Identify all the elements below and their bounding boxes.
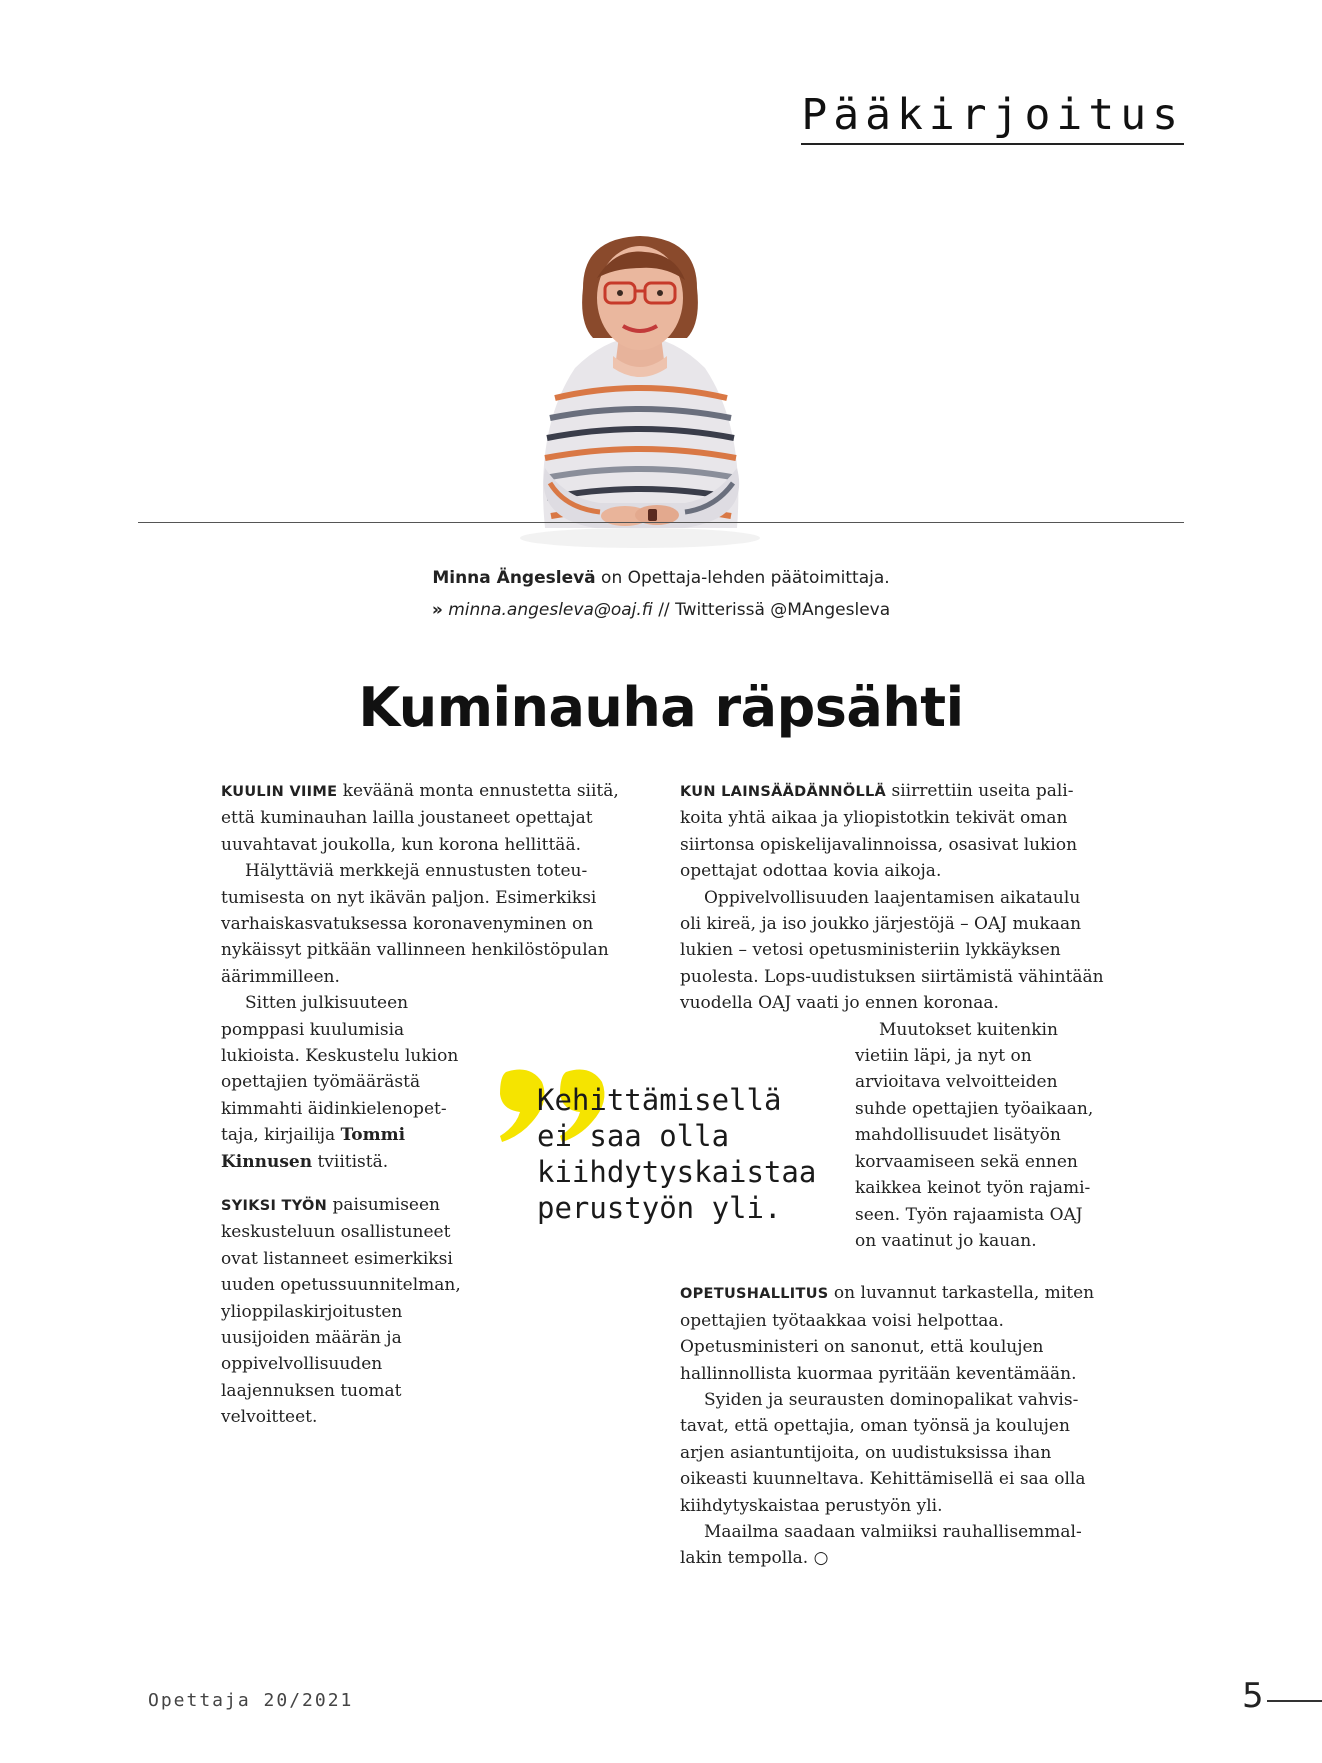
person-name: Tommi Kinnusen <box>221 1125 406 1172</box>
paragraph: Muutokset kuitenkin vietiin läpi, ja nyt on arvioitava velvoitteiden suhde opettajien työaikaan, mahdollisuudet lisätyön korvaamiseen sekä ennen kaikkea keinot työn rajamiseen. Työn rajaamista OAJ on vaatinut jo kauan. <box>855 1019 1094 1251</box>
author-role: on Opettaja-lehden päätoimittaja. <box>595 568 890 588</box>
byline-role <box>0 568 1322 588</box>
author-email[interactable]: minna.angesleva@oaj.fi <box>448 600 653 620</box>
lead-in: SYIKSI TYÖN <box>221 1198 328 1214</box>
page-number-rule <box>1267 1700 1322 1702</box>
contact-separator: // <box>652 600 676 620</box>
author-name: Minna Ängeslevä <box>432 568 596 588</box>
pull-quote-line: perustyön yli. <box>537 1191 782 1225</box>
paragraph: SYIKSI TYÖN paisumiseen keskusteluun osallistuneet ovat listanneet esimerkiksi uuden opetussuunnitelman, ylioppilaskirjoitusten uusijoiden määrän ja oppivelvollisuuden laajennuksen tuomat velvoitteet. <box>221 1195 461 1428</box>
pull-quote-line: kiihdytyskaistaa <box>537 1155 817 1189</box>
paragraph: Maailma saadaan valmiiksi rauhallisemmallakin tempolla. ○ <box>680 1521 1082 1569</box>
pull-quote <box>537 1082 837 1226</box>
headline: Kuminauha räpsähti <box>358 676 964 739</box>
pull-quote-line: ei saa olla <box>537 1119 730 1153</box>
byline-contact <box>0 600 1322 620</box>
section-label: Pääkirjoitus <box>801 92 1184 145</box>
author-twitter[interactable]: Twitterissä @MAngesleva <box>675 600 891 620</box>
paragraph: OPETUSHALLITUS on luvannut tarkastella, miten opettajien työtaakkaa voisi helpottaa. Opetusministeri on sanonut, että koulujen hallinnollista kuormaa pyritään keventämään. <box>680 1283 1095 1384</box>
paragraph: Hälyttäviä merkkejä ennustusten toteutumisesta on nyt ikävän paljon. Esimerkiksi varhaiskasvatuksessa koronavenyminen on nykäissyt pitkään vallinneen henkilöstöpulan äärimmilleen. <box>221 861 609 987</box>
paragraph: Sitten julkisuuteen pomppasi kuulumisia lukioista. Keskustelu lukion opettajien työmäärästä kimmahti äidinkielenopettaja, kirjailija Tommi Kinnusen tviitistä. <box>221 993 459 1172</box>
page-number: 5 <box>1242 1676 1264 1716</box>
author-portrait <box>505 228 775 556</box>
left-column-lower <box>221 1192 641 1431</box>
lead-in: OPETUSHALLITUS <box>680 1286 829 1303</box>
arrow-icon: » <box>431 600 443 620</box>
paragraph: Oppivelvollisuuden laajentamisen aikataulu oli kireä, ja iso joukko järjestöjä – OAJ mukaan lukien – vetosi opetusministeriin lykkäyksen puolesta. Lops-uudistuksen siirtämistä vähintään vuodella OAJ vaati jo ennen koronaa. <box>680 887 1104 1014</box>
magazine-issue: Opettaja 20/2021 <box>148 1690 354 1711</box>
lead-in: KUULIN VIIME <box>221 784 338 800</box>
pull-quote-line: Kehittämisellä <box>537 1083 782 1117</box>
portrait-divider <box>138 522 1184 523</box>
lead-in: KUN LAINSÄÄDÄNNÖLLÄ <box>680 784 887 800</box>
paragraph: KUULIN VIIME keväänä monta ennustetta siitä, että kuminauhan lailla joustaneet opettajat uuvahtavat joukolla, kun korona hellittää. <box>221 781 619 855</box>
end-mark: ○ <box>808 1548 829 1569</box>
paragraph: Syiden ja seurausten dominopalikat vahvistavat, että opettajia, oman työnsä ja koulujen arjen asiantuntijoita, on uudistuksissa ihan oikeasti kuunneltava. Kehittämisellä ei saa olla kiihdytyskaistaa perustyön yli. <box>680 1389 1086 1516</box>
paragraph: KUN LAINSÄÄDÄNNÖLLÄ siirrettiin useita palikoita yhtä aikaa ja yliopistotkin tekivät oman siirtonsa opiskelijavalinnoissa, osasivat lukion opettajat odottaa kovia aikoja. <box>680 781 1078 882</box>
